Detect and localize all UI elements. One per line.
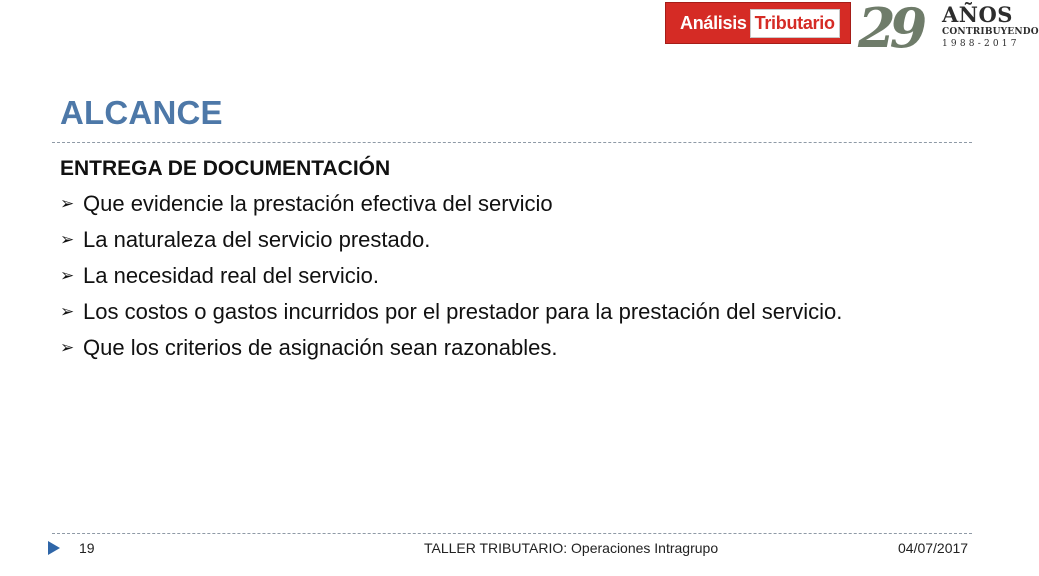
play-arrow-icon [48, 541, 60, 555]
arrow-bullet-icon: ➢ [60, 302, 75, 321]
bullet-text: Que los criterios de asignación sean razonables. [83, 335, 558, 360]
anniversary-years: AÑOS [942, 2, 1013, 27]
bullet-text: Que evidencie la prestación efectiva del servicio [83, 191, 553, 216]
page-number: 19 [79, 540, 95, 556]
logo-text-analisis: Análisis [680, 12, 747, 33]
bullet-item [60, 225, 966, 255]
anniversary-logo [858, 0, 1039, 60]
anniversary-subtitle: CONTRIBUYENDO [942, 27, 1039, 37]
footer-title: TALLER TRIBUTARIO: Operaciones Intragrupo [424, 540, 719, 556]
top-divider [52, 142, 972, 143]
footer-date: 04/07/2017 [898, 540, 969, 556]
anniversary-range: 1988-2017 [942, 39, 1020, 49]
arrow-bullet-icon: ➢ [60, 266, 75, 285]
slide-title: ALCANCE [60, 94, 223, 131]
logo-text-tributario: Tributario [750, 9, 840, 38]
slide-subheading: ENTREGA DE DOCUMENTACIÓN [60, 157, 391, 180]
arrow-bullet-icon: ➢ [60, 338, 75, 357]
bullet-text: La necesidad real del servicio. [83, 263, 379, 288]
bullet-item [60, 333, 966, 363]
bullet-item [60, 297, 966, 327]
arrow-bullet-icon: ➢ [60, 194, 75, 213]
anniversary-number: 29 [858, 0, 922, 60]
bullet-text: La naturaleza del servicio prestado. [83, 227, 431, 252]
slide-content [60, 154, 966, 369]
bullet-item [60, 189, 966, 219]
arrow-bullet-icon: ➢ [60, 230, 75, 249]
analisis-tributario-logo [665, 2, 851, 44]
bullet-text: Los costos o gastos incurridos por el prestador para la prestación del servicio. [83, 299, 843, 324]
bottom-divider [52, 533, 972, 534]
bullet-item [60, 261, 966, 291]
